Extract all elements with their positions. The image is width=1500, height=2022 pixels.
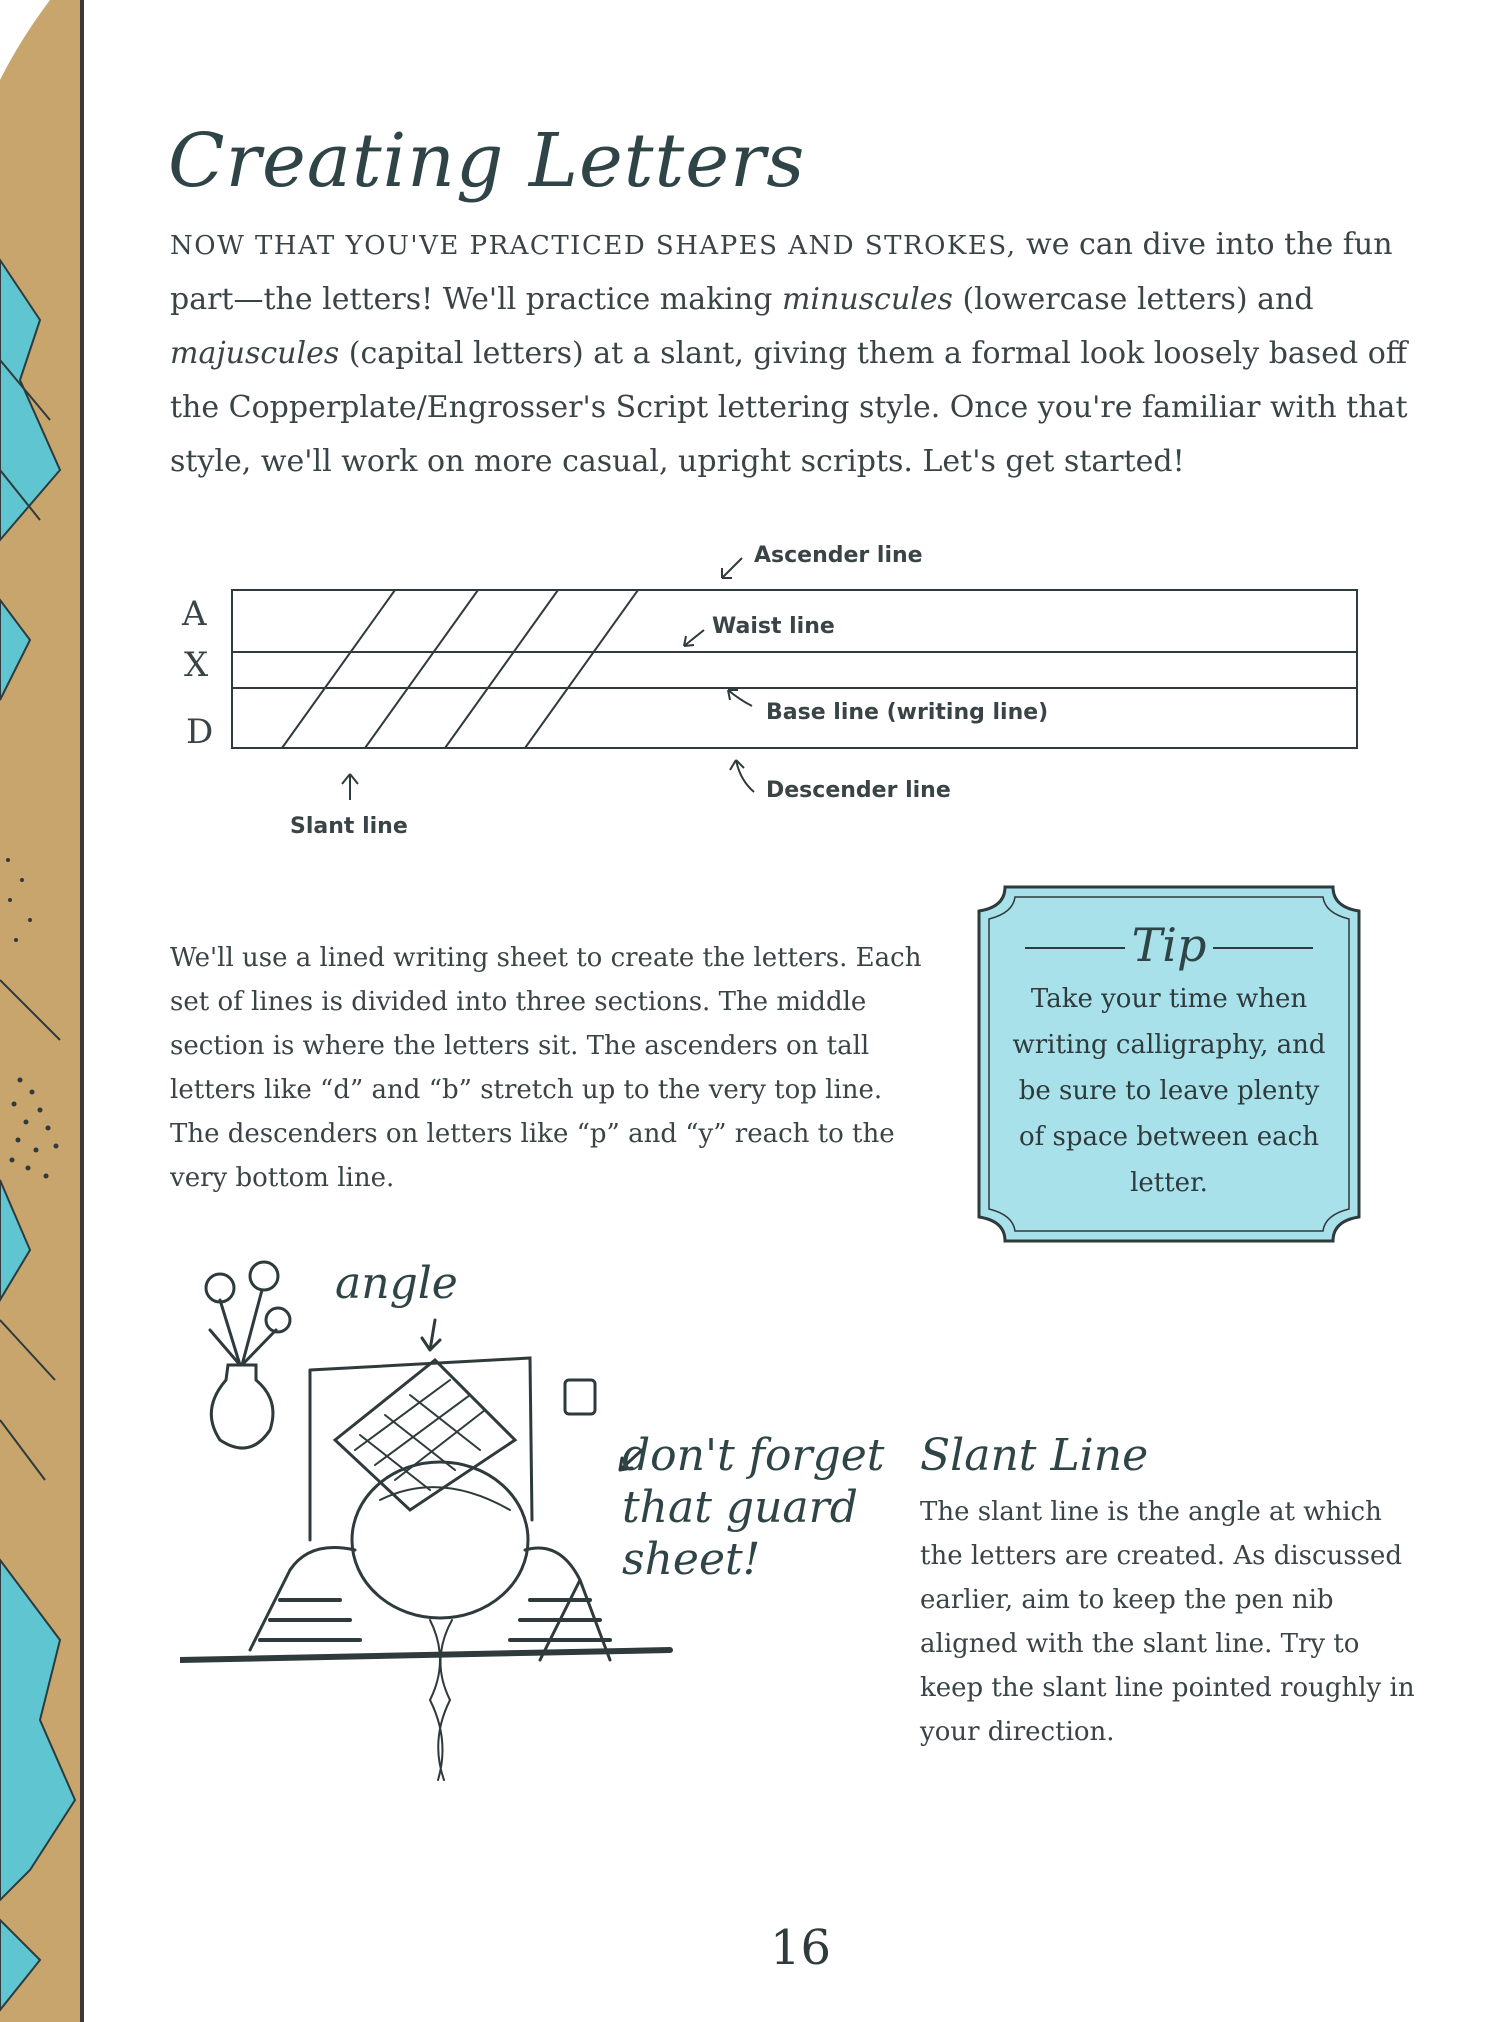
letter-d: D xyxy=(186,712,214,752)
braid xyxy=(430,1620,452,1780)
page-title: Creating Letters xyxy=(168,118,806,204)
slant-line-label: Slant line xyxy=(290,814,408,839)
head xyxy=(352,1462,528,1618)
slant-line xyxy=(282,590,395,748)
letter-x: X xyxy=(184,645,209,685)
term-majuscules: majuscules xyxy=(170,336,340,371)
tip-text: Take your time when writing calligraphy, and be sure to leave plenty of space between each letter. xyxy=(1012,984,1326,1198)
body-paragraph: We'll use a lined writing sheet to create the letters. Each set of lines is divided into three sections. The middle section is where the letters sit. The ascenders on tall letters like “d” and “b” stretch up to the very top line. The descenders on letters like “p” and “y” reach to the very bottom line. xyxy=(170,943,922,1193)
intro-lead: NOW THAT YOU'VE PRACTICED SHAPES AND STROKES, xyxy=(170,231,1017,261)
tip-title: Tip xyxy=(1131,918,1207,972)
ascender-line-label: Ascender line xyxy=(754,543,923,568)
guard-sheet-note: don't forget that guard sheet! xyxy=(622,1430,885,1585)
angle-label: angle xyxy=(335,1258,458,1309)
desk-edge xyxy=(180,1650,670,1660)
ascender-arrow xyxy=(722,558,742,578)
base-line-label: Base line (writing line) xyxy=(766,700,1049,725)
slant-line-text: The slant line is the angle at which the letters are created. As discussed earlier, aim to keep the pen nib aligned with the slant line. Try to keep the slant line pointed roughly in your direction. xyxy=(920,1497,1415,1747)
vase xyxy=(211,1365,273,1448)
page-number: 16 xyxy=(770,1920,832,1976)
angle-arrow xyxy=(422,1320,440,1350)
intro-paragraph: NOW THAT YOU'VE PRACTICED SHAPES AND STROKES, we can dive into the fun part—the letters! We'll practice making minuscules (lowercase letters) and majuscules (capital letters) at a slant, giving them a formal look loosely based off the Copperplate/Engrosser's Script lettering style. Once you're familiar with that style, we'll work on more casual, upright scripts. Let's get started! xyxy=(170,227,1408,479)
waist-line-label: Waist line xyxy=(712,614,835,639)
descender-line-label: Descender line xyxy=(766,778,951,803)
waist-arrow xyxy=(684,630,704,646)
term-minuscules: minuscules xyxy=(781,282,953,317)
letter-a: A xyxy=(182,594,207,634)
flower xyxy=(206,1274,234,1302)
descender-arrow xyxy=(730,760,754,792)
flower xyxy=(250,1262,278,1290)
slant-arrow xyxy=(342,774,358,800)
slant-line-heading: Slant Line xyxy=(920,1430,1149,1481)
flower xyxy=(266,1308,290,1332)
shoulders xyxy=(290,1548,610,1661)
cup xyxy=(565,1380,595,1414)
base-arrow xyxy=(728,690,752,706)
